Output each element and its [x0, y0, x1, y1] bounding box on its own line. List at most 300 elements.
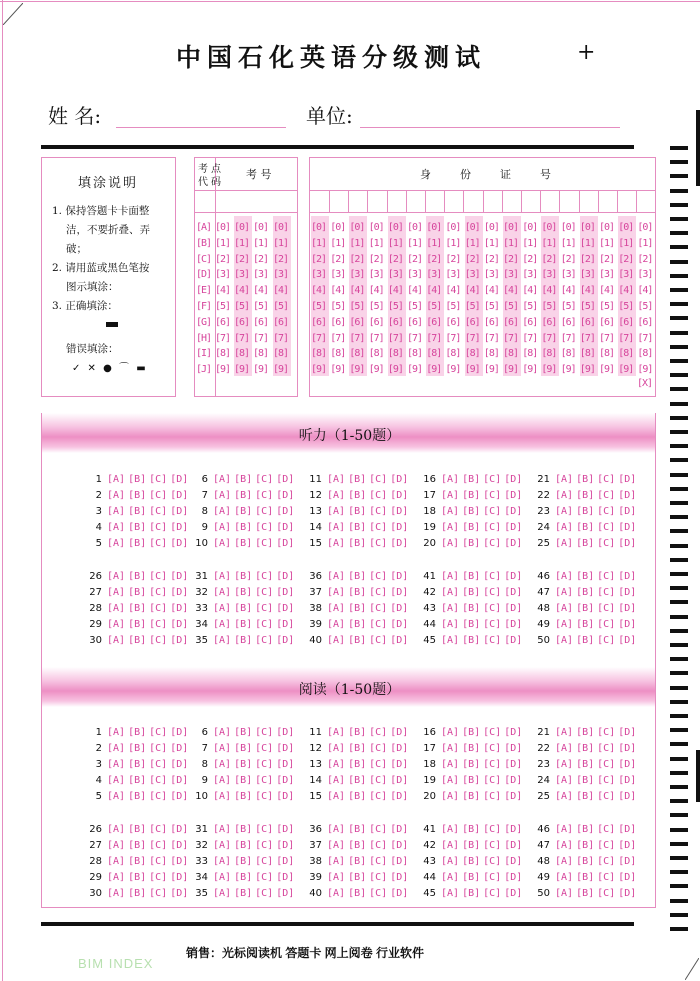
option-bubble[interactable]: [A] [441, 775, 460, 786]
code-bubble[interactable]: [J] [196, 364, 212, 376]
id-bubble[interactable]: [0] [560, 222, 576, 233]
id-bubble[interactable]: [0] [368, 222, 384, 233]
option-bubble[interactable]: [C] [483, 571, 502, 582]
id-bubble[interactable]: [8] [599, 348, 615, 360]
option-bubble[interactable]: [B] [348, 474, 367, 485]
option-bubble[interactable]: [B] [576, 619, 595, 630]
id-bubble[interactable]: [4] [368, 285, 384, 297]
id-bubble[interactable]: [2] [483, 253, 499, 265]
option-bubble[interactable]: [B] [348, 538, 367, 549]
option-bubble[interactable]: [D] [504, 635, 523, 646]
code-bubble[interactable]: [5] [234, 301, 250, 312]
question-row[interactable] [534, 888, 639, 899]
id-bubble[interactable]: [7] [503, 332, 519, 344]
question-row[interactable] [420, 872, 525, 883]
option-bubble[interactable]: [D] [618, 727, 637, 738]
option-bubble[interactable]: [D] [276, 872, 295, 883]
id-bubble[interactable]: [3] [541, 269, 557, 281]
option-bubble[interactable]: [D] [618, 522, 637, 533]
option-bubble[interactable]: [B] [576, 538, 595, 549]
option-bubble[interactable]: [B] [462, 840, 481, 851]
option-bubble[interactable]: [B] [576, 635, 595, 646]
id-bubble[interactable]: [1] [330, 237, 346, 249]
id-bubble[interactable]: [5] [311, 301, 327, 312]
question-row[interactable] [534, 824, 639, 835]
question-row[interactable] [86, 856, 191, 867]
option-bubble[interactable]: [C] [255, 619, 274, 630]
option-bubble[interactable]: [C] [369, 840, 388, 851]
option-bubble[interactable]: [C] [149, 506, 168, 517]
option-bubble[interactable]: [A] [441, 522, 460, 533]
question-row[interactable] [306, 490, 411, 501]
option-bubble[interactable]: [B] [128, 571, 147, 582]
id-bubble[interactable]: [7] [599, 332, 615, 344]
option-bubble[interactable]: [A] [213, 840, 232, 851]
question-row[interactable] [420, 775, 525, 786]
option-bubble[interactable]: [B] [576, 791, 595, 802]
option-bubble[interactable]: [B] [462, 603, 481, 614]
id-bubble[interactable]: [9] [618, 364, 634, 376]
option-bubble[interactable]: [A] [441, 759, 460, 770]
option-bubble[interactable]: [D] [390, 635, 409, 646]
option-bubble[interactable]: [C] [255, 759, 274, 770]
option-bubble[interactable]: [B] [348, 759, 367, 770]
option-bubble[interactable]: [A] [327, 775, 346, 786]
option-bubble[interactable]: [A] [107, 474, 126, 485]
option-bubble[interactable]: [D] [170, 840, 189, 851]
option-bubble[interactable]: [D] [618, 506, 637, 517]
option-bubble[interactable]: [B] [234, 538, 253, 549]
option-bubble[interactable]: [C] [255, 571, 274, 582]
id-bubble[interactable]: [1] [426, 237, 442, 249]
option-bubble[interactable]: [C] [369, 824, 388, 835]
option-bubble[interactable]: [C] [483, 872, 502, 883]
id-bubble[interactable]: [9] [407, 364, 423, 376]
option-bubble[interactable]: [A] [213, 571, 232, 582]
id-bubble[interactable]: [3] [579, 269, 595, 281]
option-bubble[interactable]: [A] [107, 840, 126, 851]
id-bubble[interactable]: [8] [368, 348, 384, 360]
question-row[interactable] [86, 775, 191, 786]
id-bubble[interactable]: [9] [483, 364, 499, 376]
code-bubble[interactable]: [4] [273, 285, 289, 297]
question-row[interactable] [306, 603, 411, 614]
code-bubble[interactable]: [C] [196, 253, 212, 265]
option-bubble[interactable]: [B] [462, 587, 481, 598]
option-bubble[interactable]: [B] [128, 824, 147, 835]
id-bubble[interactable]: [1] [387, 237, 403, 249]
question-row[interactable] [534, 522, 639, 533]
id-bubble[interactable]: [1] [464, 237, 480, 249]
option-bubble[interactable]: [B] [128, 840, 147, 851]
option-bubble[interactable]: [D] [504, 603, 523, 614]
option-bubble[interactable]: [B] [128, 619, 147, 630]
code-bubble[interactable]: [5] [253, 301, 269, 312]
option-bubble[interactable]: [C] [483, 888, 502, 899]
option-bubble[interactable]: [D] [618, 824, 637, 835]
id-bubble[interactable]: [6] [445, 316, 461, 328]
id-bubble[interactable]: [2] [311, 253, 327, 265]
question-row[interactable] [306, 824, 411, 835]
option-bubble[interactable]: [D] [504, 759, 523, 770]
id-bubble[interactable]: [7] [387, 332, 403, 344]
option-bubble[interactable]: [B] [462, 506, 481, 517]
option-bubble[interactable]: [C] [483, 824, 502, 835]
question-row[interactable] [306, 474, 411, 485]
id-bubble[interactable]: [5] [464, 301, 480, 312]
id-bubble[interactable]: [5] [483, 301, 499, 312]
question-row[interactable] [192, 635, 297, 646]
option-bubble[interactable]: [D] [170, 888, 189, 899]
id-bubble[interactable]: [2] [522, 253, 538, 265]
option-bubble[interactable]: [D] [390, 506, 409, 517]
option-bubble[interactable]: [A] [107, 538, 126, 549]
code-bubble[interactable]: [3] [273, 269, 289, 281]
option-bubble[interactable]: [A] [327, 538, 346, 549]
id-bubble[interactable]: [8] [464, 348, 480, 360]
question-row[interactable] [192, 603, 297, 614]
option-bubble[interactable]: [B] [234, 619, 253, 630]
option-bubble[interactable]: [B] [348, 619, 367, 630]
id-bubble[interactable]: [3] [483, 269, 499, 281]
option-bubble[interactable]: [A] [327, 791, 346, 802]
option-bubble[interactable]: [D] [390, 856, 409, 867]
option-bubble[interactable]: [D] [618, 743, 637, 754]
id-bubble[interactable]: [9] [503, 364, 519, 376]
option-bubble[interactable]: [D] [618, 571, 637, 582]
question-row[interactable] [86, 824, 191, 835]
question-row[interactable] [306, 775, 411, 786]
code-bubble[interactable]: [2] [215, 253, 231, 265]
option-bubble[interactable]: [C] [597, 888, 616, 899]
id-bubble[interactable]: [3] [426, 269, 442, 281]
option-bubble[interactable]: [C] [483, 619, 502, 630]
question-row[interactable] [534, 490, 639, 501]
option-bubble[interactable]: [B] [462, 635, 481, 646]
option-bubble[interactable]: [A] [441, 872, 460, 883]
option-bubble[interactable]: [A] [441, 727, 460, 738]
question-row[interactable] [86, 619, 191, 630]
code-bubble[interactable]: [9] [273, 364, 289, 376]
option-bubble[interactable]: [B] [462, 743, 481, 754]
question-row[interactable] [306, 743, 411, 754]
option-bubble[interactable]: [B] [234, 791, 253, 802]
option-bubble[interactable]: [A] [327, 824, 346, 835]
option-bubble[interactable]: [A] [555, 840, 574, 851]
option-bubble[interactable]: [D] [618, 759, 637, 770]
name-field-line[interactable] [116, 127, 286, 128]
question-row[interactable] [306, 759, 411, 770]
option-bubble[interactable]: [A] [213, 474, 232, 485]
option-bubble[interactable]: [B] [234, 635, 253, 646]
id-bubble[interactable]: [4] [503, 285, 519, 297]
option-bubble[interactable]: [A] [555, 538, 574, 549]
id-bubble[interactable]: [6] [387, 316, 403, 328]
option-bubble[interactable]: [A] [555, 791, 574, 802]
id-bubble[interactable]: [4] [407, 285, 423, 297]
option-bubble[interactable]: [D] [170, 490, 189, 501]
option-bubble[interactable]: [C] [369, 619, 388, 630]
id-bubble[interactable]: [9] [464, 364, 480, 376]
option-bubble[interactable]: [D] [170, 824, 189, 835]
option-bubble[interactable]: [D] [390, 759, 409, 770]
question-row[interactable] [192, 888, 297, 899]
option-bubble[interactable]: [C] [483, 791, 502, 802]
id-bubble[interactable]: [7] [330, 332, 346, 344]
id-bubble[interactable]: [4] [637, 285, 653, 297]
id-bubble[interactable]: [4] [522, 285, 538, 297]
option-bubble[interactable]: [A] [555, 603, 574, 614]
code-bubble[interactable]: [H] [196, 332, 212, 344]
option-bubble[interactable]: [B] [234, 571, 253, 582]
id-bubble[interactable]: [6] [483, 316, 499, 328]
code-bubble[interactable]: [E] [196, 285, 212, 297]
id-bubble[interactable]: [2] [368, 253, 384, 265]
id-bubble[interactable]: [4] [464, 285, 480, 297]
id-bubble[interactable]: [8] [503, 348, 519, 360]
option-bubble[interactable]: [A] [441, 538, 460, 549]
code-bubble[interactable]: [4] [215, 285, 231, 297]
code-bubble[interactable]: [0] [253, 222, 269, 233]
option-bubble[interactable]: [D] [618, 474, 637, 485]
id-bubble[interactable]: [3] [637, 269, 653, 281]
id-bubble[interactable]: [4] [618, 285, 634, 297]
option-bubble[interactable]: [B] [576, 603, 595, 614]
option-bubble[interactable]: [A] [327, 522, 346, 533]
question-row[interactable] [534, 587, 639, 598]
id-bubble[interactable]: [9] [637, 364, 653, 376]
id-bubble[interactable]: [7] [618, 332, 634, 344]
code-bubble[interactable]: [7] [253, 332, 269, 344]
question-row[interactable] [420, 571, 525, 582]
code-bubble[interactable]: [8] [215, 348, 231, 360]
code-bubble[interactable]: [3] [234, 269, 250, 281]
question-row[interactable] [86, 490, 191, 501]
id-bubble[interactable]: [1] [599, 237, 615, 249]
option-bubble[interactable]: [D] [390, 824, 409, 835]
option-bubble[interactable]: [D] [504, 840, 523, 851]
option-bubble[interactable]: [B] [576, 587, 595, 598]
id-bubble[interactable]: [3] [387, 269, 403, 281]
option-bubble[interactable]: [A] [555, 474, 574, 485]
question-row[interactable] [534, 538, 639, 549]
id-bubble[interactable]: [1] [618, 237, 634, 249]
option-bubble[interactable]: [B] [576, 522, 595, 533]
question-row[interactable] [534, 635, 639, 646]
code-bubble[interactable]: [9] [253, 364, 269, 376]
code-bubble[interactable]: [6] [273, 316, 289, 328]
option-bubble[interactable]: [D] [170, 791, 189, 802]
id-bubble[interactable]: [3] [503, 269, 519, 281]
option-bubble[interactable]: [A] [441, 506, 460, 517]
code-bubble[interactable]: [1] [253, 237, 269, 249]
id-bubble[interactable]: [6] [522, 316, 538, 328]
option-bubble[interactable]: [A] [441, 791, 460, 802]
option-bubble[interactable]: [C] [255, 522, 274, 533]
option-bubble[interactable]: [C] [597, 824, 616, 835]
id-bubble[interactable]: [7] [426, 332, 442, 344]
question-row[interactable] [534, 856, 639, 867]
option-bubble[interactable]: [B] [234, 522, 253, 533]
code-bubble[interactable]: [0] [273, 222, 289, 233]
option-bubble[interactable]: [C] [369, 587, 388, 598]
id-bubble[interactable]: [3] [560, 269, 576, 281]
option-bubble[interactable]: [D] [170, 759, 189, 770]
question-row[interactable] [420, 759, 525, 770]
option-bubble[interactable]: [A] [327, 727, 346, 738]
option-bubble[interactable]: [A] [327, 571, 346, 582]
question-row[interactable] [534, 743, 639, 754]
code-bubble[interactable]: [A] [196, 222, 212, 233]
option-bubble[interactable]: [C] [369, 506, 388, 517]
id-bubble[interactable]: [7] [560, 332, 576, 344]
option-bubble[interactable]: [A] [555, 824, 574, 835]
code-bubble[interactable]: [6] [234, 316, 250, 328]
option-bubble[interactable]: [B] [348, 791, 367, 802]
option-bubble[interactable]: [A] [107, 775, 126, 786]
option-bubble[interactable]: [C] [597, 775, 616, 786]
question-row[interactable] [192, 824, 297, 835]
question-row[interactable] [192, 571, 297, 582]
option-bubble[interactable]: [C] [255, 872, 274, 883]
question-row[interactable] [420, 824, 525, 835]
option-bubble[interactable]: [B] [234, 603, 253, 614]
option-bubble[interactable]: [B] [234, 775, 253, 786]
option-bubble[interactable]: [A] [107, 727, 126, 738]
id-bubble[interactable]: [4] [387, 285, 403, 297]
option-bubble[interactable]: [C] [149, 603, 168, 614]
option-bubble[interactable]: [B] [234, 506, 253, 517]
option-bubble[interactable]: [A] [327, 635, 346, 646]
option-bubble[interactable]: [D] [504, 587, 523, 598]
question-row[interactable] [86, 587, 191, 598]
option-bubble[interactable]: [A] [213, 824, 232, 835]
option-bubble[interactable]: [C] [597, 571, 616, 582]
id-bubble[interactable]: [4] [579, 285, 595, 297]
question-row[interactable] [86, 888, 191, 899]
id-bubble[interactable]: [2] [560, 253, 576, 265]
option-bubble[interactable]: [A] [213, 856, 232, 867]
option-bubble[interactable]: [D] [170, 619, 189, 630]
option-bubble[interactable]: [D] [170, 506, 189, 517]
option-bubble[interactable]: [B] [348, 872, 367, 883]
option-bubble[interactable]: [A] [327, 759, 346, 770]
option-bubble[interactable]: [C] [483, 474, 502, 485]
option-bubble[interactable]: [A] [441, 571, 460, 582]
option-bubble[interactable]: [D] [170, 538, 189, 549]
id-bubble[interactable]: [4] [599, 285, 615, 297]
option-bubble[interactable]: [C] [483, 743, 502, 754]
question-row[interactable] [306, 727, 411, 738]
option-bubble[interactable]: [D] [618, 888, 637, 899]
option-bubble[interactable]: [A] [441, 635, 460, 646]
question-row[interactable] [420, 490, 525, 501]
option-bubble[interactable]: [C] [149, 759, 168, 770]
id-bubble[interactable]: [2] [330, 253, 346, 265]
id-bubble[interactable]: [3] [599, 269, 615, 281]
question-row[interactable] [192, 791, 297, 802]
id-bubble[interactable]: [5] [522, 301, 538, 312]
option-bubble[interactable]: [C] [369, 538, 388, 549]
option-bubble[interactable]: [B] [128, 888, 147, 899]
option-bubble[interactable]: [B] [234, 727, 253, 738]
option-bubble[interactable]: [A] [107, 791, 126, 802]
option-bubble[interactable]: [A] [213, 522, 232, 533]
code-bubble[interactable]: [5] [273, 301, 289, 312]
option-bubble[interactable]: [D] [390, 840, 409, 851]
option-bubble[interactable]: [D] [618, 635, 637, 646]
id-bubble[interactable]: [0] [483, 222, 499, 233]
option-bubble[interactable]: [D] [390, 603, 409, 614]
question-row[interactable] [534, 872, 639, 883]
id-bubble[interactable]: [5] [349, 301, 365, 312]
question-row[interactable] [192, 587, 297, 598]
id-bubble[interactable]: [1] [503, 237, 519, 249]
id-bubble[interactable]: [8] [541, 348, 557, 360]
option-bubble[interactable]: [A] [213, 619, 232, 630]
question-row[interactable] [420, 791, 525, 802]
id-bubble[interactable]: [1] [483, 237, 499, 249]
id-bubble[interactable]: [1] [311, 237, 327, 249]
option-bubble[interactable]: [B] [462, 856, 481, 867]
id-bubble[interactable]: [8] [483, 348, 499, 360]
option-bubble[interactable]: [D] [276, 775, 295, 786]
id-bubble[interactable]: [9] [560, 364, 576, 376]
option-bubble[interactable]: [C] [149, 490, 168, 501]
question-row[interactable] [306, 840, 411, 851]
option-bubble[interactable]: [A] [213, 490, 232, 501]
option-bubble[interactable]: [B] [462, 474, 481, 485]
code-bubble[interactable]: [7] [273, 332, 289, 344]
option-bubble[interactable]: [D] [170, 571, 189, 582]
option-bubble[interactable]: [B] [348, 775, 367, 786]
option-bubble[interactable]: [C] [597, 603, 616, 614]
code-bubble[interactable]: [4] [234, 285, 250, 297]
question-row[interactable] [192, 727, 297, 738]
option-bubble[interactable]: [C] [255, 635, 274, 646]
option-bubble[interactable]: [C] [149, 775, 168, 786]
option-bubble[interactable]: [D] [276, 727, 295, 738]
code-bubble[interactable]: [2] [253, 253, 269, 265]
id-bubble[interactable]: [0] [599, 222, 615, 233]
option-bubble[interactable]: [A] [555, 522, 574, 533]
option-bubble[interactable]: [B] [128, 759, 147, 770]
question-row[interactable] [192, 872, 297, 883]
option-bubble[interactable]: [B] [462, 872, 481, 883]
option-bubble[interactable]: [A] [213, 587, 232, 598]
question-row[interactable] [86, 538, 191, 549]
question-row[interactable] [420, 603, 525, 614]
option-bubble[interactable]: [D] [618, 490, 637, 501]
option-bubble[interactable]: [A] [555, 587, 574, 598]
option-bubble[interactable]: [D] [170, 603, 189, 614]
option-bubble[interactable]: [A] [555, 635, 574, 646]
option-bubble[interactable]: [C] [255, 743, 274, 754]
id-bubble[interactable]: [1] [522, 237, 538, 249]
id-bubble[interactable]: [6] [503, 316, 519, 328]
question-row[interactable] [192, 490, 297, 501]
id-bubble[interactable]: [0] [311, 222, 327, 233]
id-bubble[interactable]: [5] [579, 301, 595, 312]
option-bubble[interactable]: [C] [483, 506, 502, 517]
option-bubble[interactable]: [C] [597, 538, 616, 549]
option-bubble[interactable]: [A] [107, 888, 126, 899]
option-bubble[interactable]: [A] [107, 635, 126, 646]
option-bubble[interactable]: [B] [348, 824, 367, 835]
question-row[interactable] [420, 856, 525, 867]
option-bubble[interactable]: [C] [483, 603, 502, 614]
option-bubble[interactable]: [A] [107, 743, 126, 754]
